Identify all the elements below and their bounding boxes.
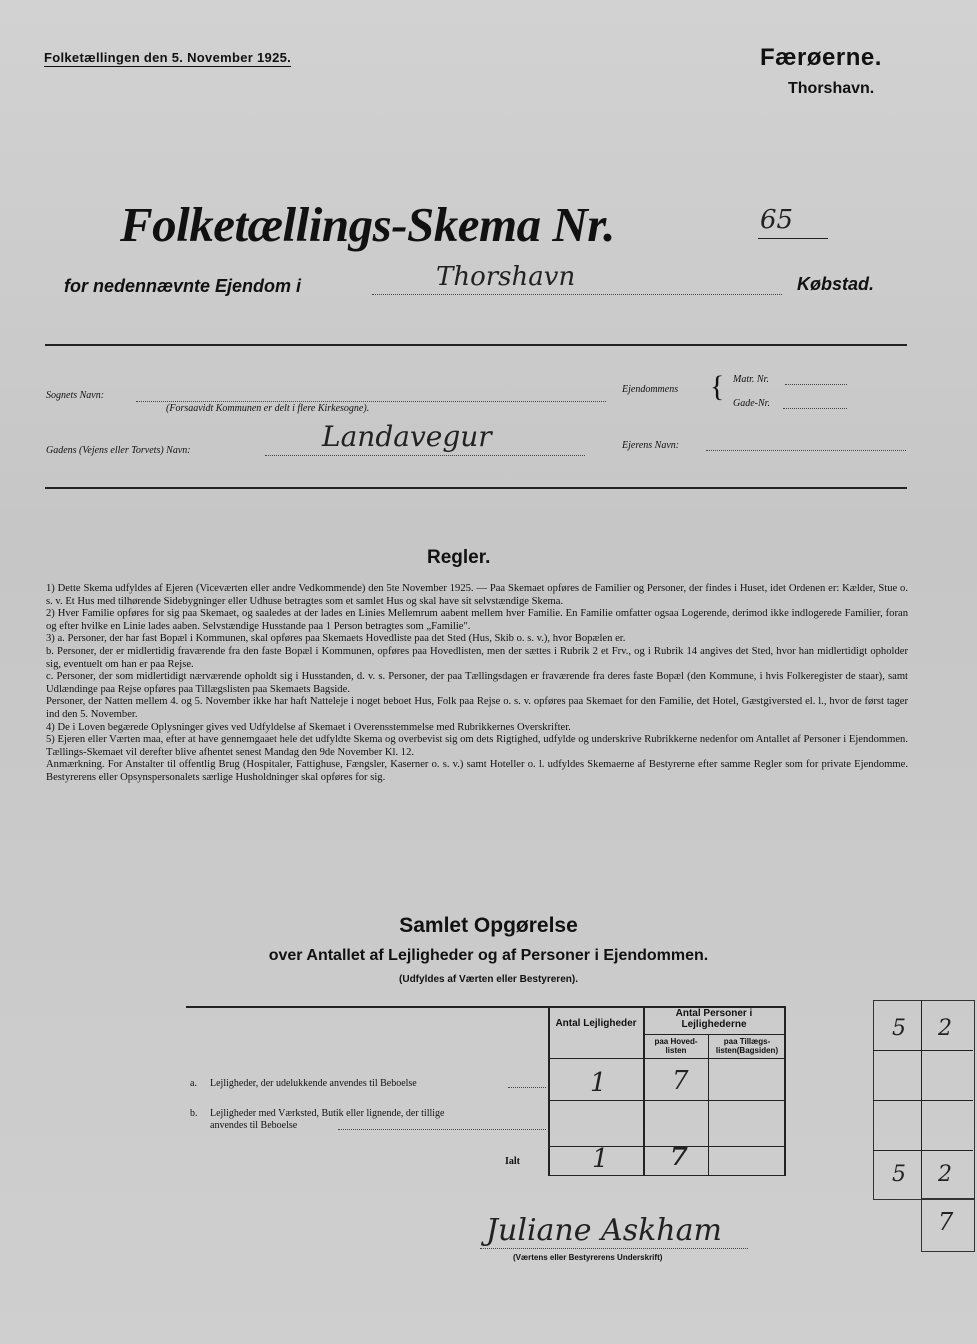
table-bottom-line [548, 1175, 785, 1176]
table-vline-2 [643, 1006, 645, 1176]
row-b-text-1: Lejligheder med Værksted, Butik eller lignende, der tillige [210, 1108, 445, 1119]
census-date-header: Folketællingen den 5. November 1925. [44, 50, 292, 65]
table-vline-3 [708, 1034, 709, 1176]
col-antal-personer: Antal Personer i Lejlighederne [675, 1008, 753, 1030]
town-header: Thorshavn. [788, 80, 875, 97]
table-vline-4 [784, 1006, 786, 1176]
col-antal-lejligheder: Antal Lejligheder [555, 1018, 637, 1029]
rule-3b: b. Personer, der er midlertidig fraværende fra den faste Bopæl i Kommunen, opføres paa Hovedlisten, men der sættes i Rubrik 2 et Frv., og i Rubrik 14 angives det Sted, hvor han midlertidigt opholder sig, eventuelt om han er paa Rejse. [46, 645, 908, 670]
rule-5: 5) Ejeren eller Værten maa, efter at have gennemgaaet hele det udfyldte Skema og overbevist sig om dets Rigtighed, udfylde og underskrive Rubrikkerne nedenfor om Antallet af Personer i Ejendommen. Tællings-Skemaet vil derefter blive afhentet senest Mandag den 9de November Kl. 12. [46, 734, 908, 758]
gade-nr-dotted-line [783, 408, 847, 409]
form-number-handwritten: 65 [760, 205, 794, 235]
rule-1: 1) Dette Skema udfyldes af Ejeren (Viceværten eller andre Vedkommende) den 5te November 1925. — Paa Skemaet opføres de Familier og Personer, der findes i Huset, idet Ordenen er: Kælder, Stue o. s. v. Et Hus med tilhørende Sidebygninger eller Udhuse betragtes som et samlet Hus og skal have sit selvstændige Skema. [46, 583, 908, 607]
matr-label: Matr. Nr. [733, 374, 769, 385]
table-subheader-line [645, 1034, 785, 1035]
rule-3a: 3) a. Personer, der har fast Bopæl i Kommunen, skal opføres paa Skemaets Hovedliste paa det Sted (Hus, Skib o. s. v.), hvor Bopælen er. [46, 633, 626, 645]
table-row-b-bottom [548, 1146, 785, 1147]
ialt-hoved-value: 7 [670, 1142, 689, 1172]
ejer-dotted-line [706, 450, 906, 451]
rule-3c-cont: Personer, der Natten mellem 4. og 5. November ikke har haft Natteleje i noget beboet Hus, Folk paa Rejse o. s. v. opføres paa Skemaet for den Familie, det Hotel, Gæstgiversted el. l., hvor de først tager ind den 5. November. [46, 696, 908, 720]
table-row-a-bottom [548, 1100, 785, 1101]
row-b-label: b. [190, 1108, 198, 1119]
ejer-label: Ejerens Navn: [622, 440, 680, 451]
signature-line [480, 1248, 748, 1249]
row-a-lejligheder-value: 1 [590, 1068, 607, 1098]
row-b-text-2: anvendes til Beboelse [210, 1120, 298, 1131]
gade-label: Gadens (Vejens eller Torvets) Navn: [46, 445, 191, 456]
tally-r4c1: 5 [892, 1162, 906, 1187]
row-a-dots [508, 1087, 546, 1088]
sogn-label: Sognets Navn: [46, 390, 105, 401]
ejendom-label: Ejendommens [622, 384, 679, 395]
col-hovedlisten: paa Hoved- listen [654, 1037, 698, 1055]
col-tillaegslisten: paa Tillægs- listen(Bagsiden) [715, 1037, 779, 1055]
ialt-lejligheder-value: 1 [592, 1144, 609, 1174]
summary-note: (Udfyldes af Værten eller Bestyreren). [399, 974, 578, 985]
gade-dotted-line [265, 455, 585, 456]
location-dotted-line [372, 294, 782, 295]
row-a-text: Lejligheder, der udelukkende anvendes til Beboelse [210, 1078, 417, 1089]
kobstad-label: Købstad. [797, 274, 875, 294]
sogn-dotted-line [136, 401, 606, 402]
ialt-label: Ialt [505, 1156, 520, 1167]
brace-icon: { [710, 370, 725, 403]
town-handwritten: Thorshavn [436, 262, 576, 292]
signature: Juliane Askham [486, 1213, 722, 1248]
summary-subheading: over Antallet af Lejligheder og af Personer i Ejendommen. [268, 947, 709, 964]
tally-r5c2: 7 [938, 1208, 954, 1236]
matr-dotted-line [785, 384, 847, 385]
sogn-note: (Forsaavidt Kommunen er delt i flere Kirkesogne). [166, 403, 370, 414]
side-tally-hline-1 [873, 1050, 973, 1051]
region-header: Færøerne. [760, 44, 882, 71]
tally-r1c2: 2 [938, 1016, 952, 1041]
street-handwritten: Landavegur [322, 420, 492, 453]
divider-top [45, 344, 907, 346]
summary-heading: Samlet Opgørelse [399, 914, 578, 937]
tally-r1c1: 5 [892, 1016, 906, 1041]
gade-nr-label: Gade-Nr. [733, 398, 770, 409]
rules-heading: Regler. [427, 547, 491, 568]
form-number-line [758, 238, 828, 239]
rule-4: 4) De i Loven begærede Oplysninger gives ved Udfyldelse af Skemaet i Overensstemmelse med Rubrikkernes Overskrifter. [46, 721, 571, 733]
rule-note: Anmærkning. For Anstalter til offentlig Brug (Hospitaler, Fattighuse, Fængsler, Kaserner o. s. v.) samt Hoteller o. l. udfyldes Skemaerne af Bestyrerne efter samme Regler som for private Ejendomme. Bestyrerens eller Opsynspersonalets særlige Husholdninger skal opføres for sig. [46, 759, 908, 783]
row-b-dots [338, 1129, 546, 1130]
rule-3c: c. Personer, der som midlertidigt nærværende opholdt sig i Husstanden, d. v. s. Personer, der paa Tællingsdagen er fraværende fra deres faste Bopæl (den Kommune, i hvis Folkeregister de staar), samt Udlændinge paa Rejse opføres paa Tillægslisten paa Skemaets Bagside. [46, 671, 908, 695]
rule-2: 2) Hver Familie opføres for sig paa Skemaet, og saaledes at der lades en Linies Mellemrum aabent mellem hver Familie. En Familie omfatter ogsaa Logerende, derimod ikke indlogerede Familier, foran og efter hvilke en Linie lades aaben. Selvstændige Husstande paa 1 Person betragtes som „Familie". [46, 608, 908, 632]
table-header-bottom [548, 1058, 785, 1059]
row-a-label: a. [190, 1078, 197, 1089]
signature-caption: (Værtens eller Bestyrerens Underskrift) [513, 1253, 663, 1262]
property-location-label: for nedennævnte Ejendom i [64, 276, 302, 296]
side-tally-hline-2 [873, 1100, 973, 1101]
table-vline-1 [548, 1006, 550, 1176]
row-a-hoved-value: 7 [672, 1066, 689, 1096]
tally-r4c2: 2 [938, 1162, 952, 1187]
divider-bottom [45, 487, 907, 489]
rules-text [46, 583, 908, 785]
side-tally-hline-3 [873, 1150, 973, 1151]
form-title: Folketællings-Skema Nr. [120, 197, 615, 252]
